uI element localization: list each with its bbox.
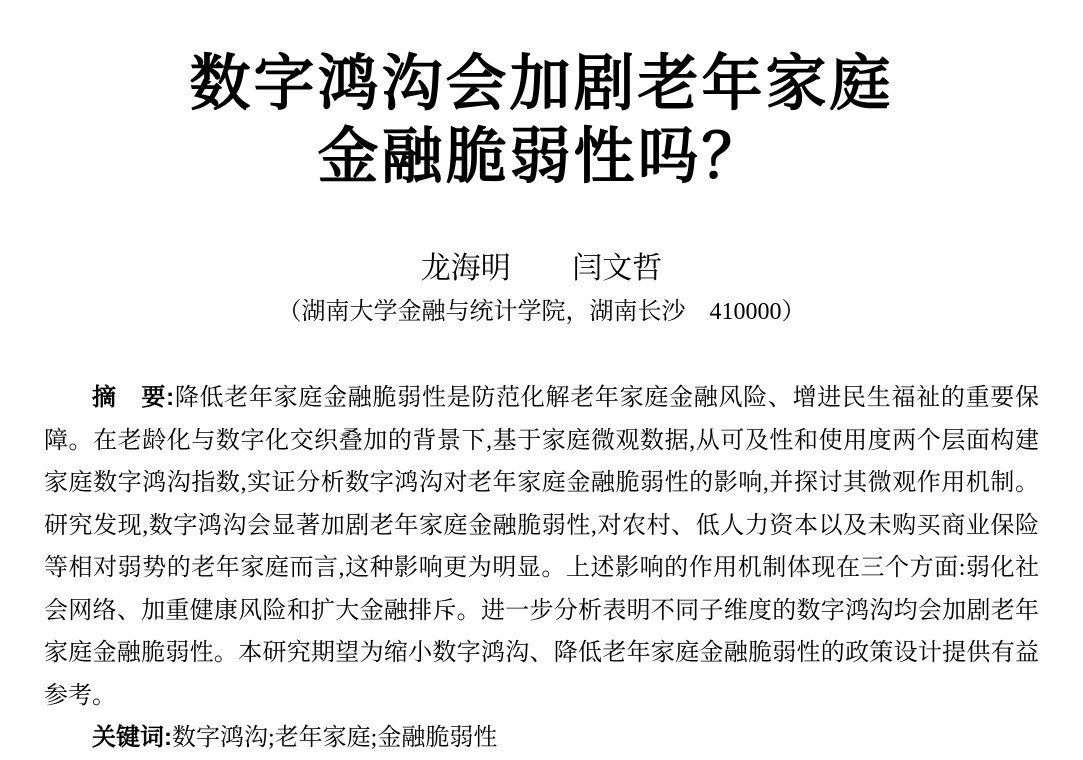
paper-title	[44, 48, 1039, 194]
abstract-paragraph	[44, 377, 1039, 717]
author-name-1: 龙海明	[420, 252, 511, 285]
paper-title-line1: 数字鸿沟会加剧老年家庭	[189, 51, 894, 118]
affiliation: （湖南大学金融与统计学院，湖南长沙 410000）	[277, 299, 806, 325]
keywords-text: 数字鸿沟;老年家庭;金融脆弱性	[172, 725, 498, 751]
keywords-label: 关键词:	[92, 724, 172, 751]
keywords-line	[44, 717, 1039, 760]
author-name-2: 闫文哲	[572, 252, 663, 285]
author-line	[44, 252, 1039, 286]
paper-title-line2: 金融脆弱性吗？	[317, 124, 766, 191]
abstract-text: 降低老年家庭金融脆弱性是防范化解老年家庭金融风险、增进民生福祉的重要保障。在老龄化与数字化交织叠加的背景下,基于家庭微观数据,从可及性和使用度两个层面构建家庭数字鸿沟指数,实证分析数字鸿沟对老年家庭金融脆弱性的影响,并探讨其微观作用机制。研究发现,数字鸿沟会显著加剧老年家庭金融脆弱性,对农村、低人力资本以及未购买商业保险等相对弱势的老年家庭而言,这种影响更为明显。上述影响的作用机制体现在三个方面:弱化社会网络、加重健康风险和扩大金融排斥。进一步分析表明不同子维度的数字鸿沟均会加剧老年家庭金融脆弱性。本研究期望为缩小数字鸿沟、降低老年家庭金融脆弱性的政策设计提供有益参考。	[44, 385, 1039, 709]
abstract-label: 摘 要:	[92, 384, 175, 411]
